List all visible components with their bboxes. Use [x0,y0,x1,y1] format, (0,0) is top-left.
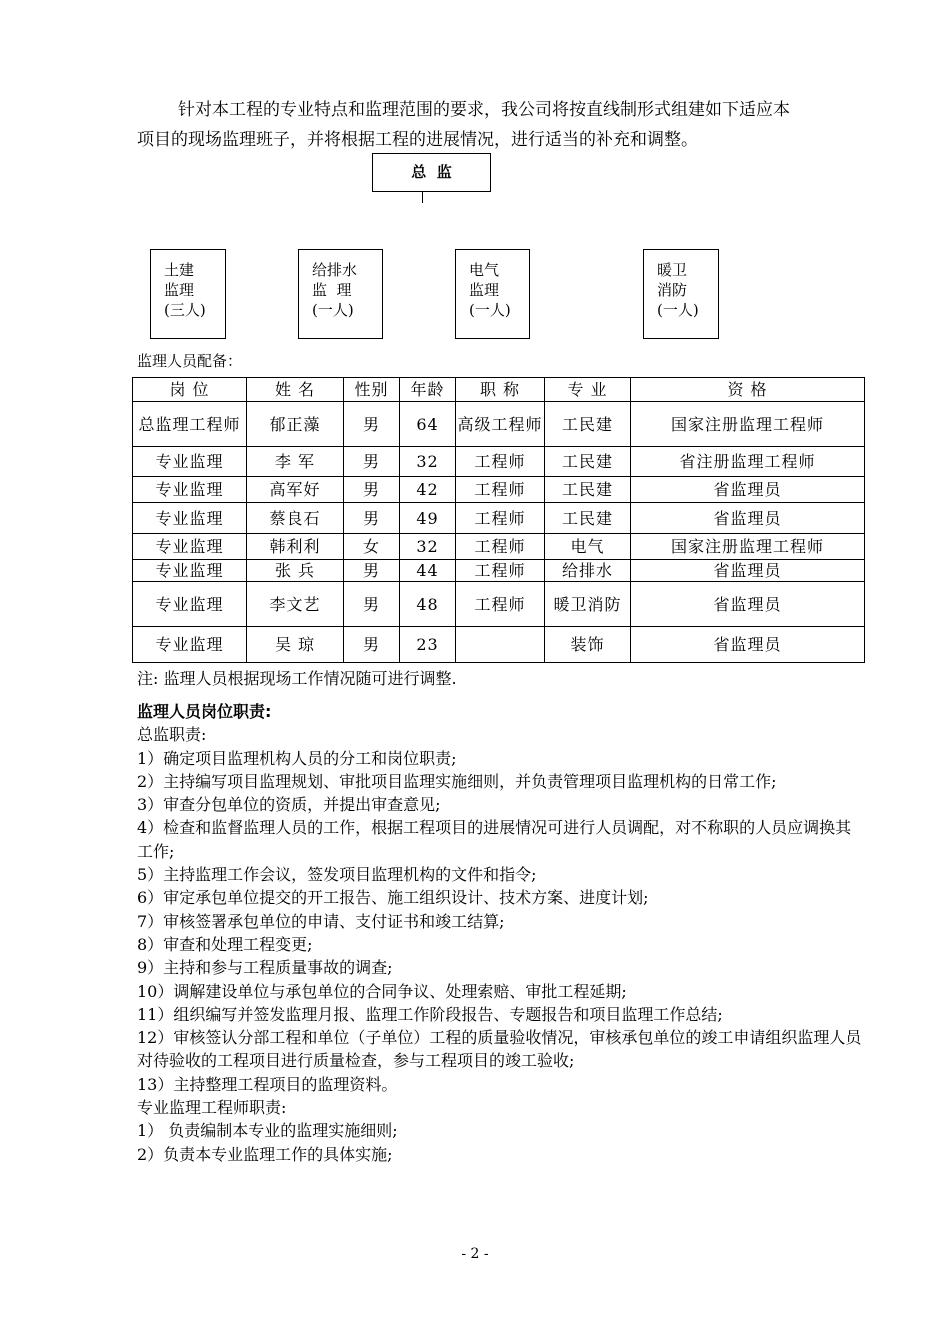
cell-qualification: 省监理员 [631,582,865,627]
list-item: 1）确定项目监理机构人员的分工和岗位职责; [137,748,457,768]
cell-qualification: 省监理员 [631,627,865,663]
staff-note: 注: 监理人员根据现场工作情况随可进行调整. [137,669,457,688]
cell-gender: 男 [344,627,400,663]
table-row [133,477,865,503]
list-item: 9）主持和参与工程质量事故的调查; [137,958,393,978]
cell-qualification: 省监理员 [631,477,865,503]
cell-name: 蔡良石 [247,503,344,534]
cell-post: 专业监理 [133,477,247,503]
list-item: 10）调解建设单位与承包单位的合同争议、处理索赔、审批工程延期; [137,981,627,1001]
cell-specialty: 装饰 [545,627,631,663]
list-item: 13）主持整理工程项目的监理资料。 [137,1074,398,1094]
org-box-line: (一人) [312,301,354,319]
duties-section [137,700,862,1166]
cell-title: 工程师 [456,447,545,477]
header-cell: 职 称 [456,378,545,402]
cell-age: 23 [400,627,456,663]
duties-heading: 监理人员岗位职责: [137,702,272,721]
table-row [133,402,865,447]
page-number: - 2 - [461,1246,489,1262]
intro-paragraph [137,95,862,155]
table-row [133,582,865,627]
org-box-electrical [455,249,530,339]
cell-specialty: 电气 [545,534,631,560]
org-box-line: 暖卫 [657,261,688,279]
cell-title: 工程师 [456,503,545,534]
table-row [133,503,865,534]
chief-duties-title: 总监职责: [137,725,207,745]
list-item: 11）组织编写并签发监理月报、监理工作阶段报告、专题报告和项目监理工作总结; [137,1004,723,1024]
org-box-line: 监 理 [312,281,352,299]
list-item: 1） 负责编制本专业的监理实施细则; [137,1121,398,1141]
org-box-line: 电气 [469,261,500,279]
cell-specialty: 暖卫消防 [545,582,631,627]
cell-post: 专业监理 [133,447,247,477]
table-row [133,560,865,582]
header-cell: 岗 位 [133,378,247,402]
cell-name: 吴 琼 [247,627,344,663]
table-header-row [133,378,865,402]
staff-caption: 监理人员配备： [137,352,243,370]
cell-name: 韩利利 [247,534,344,560]
header-cell: 专 业 [545,378,631,402]
cell-age: 42 [400,477,456,503]
cell-title: 工程师 [456,582,545,627]
specialist-duties-title: 专业监理工程师职责: [137,1098,287,1118]
org-box-plumbing [298,249,383,339]
list-item: 2）负责本专业监理工作的具体实施; [137,1144,393,1164]
org-box-line: (一人) [469,301,511,319]
list-item: 2）主持编写项目监理规划、审批项目监理实施细则，并负责管理项目监理机构的日常工作; [137,771,777,791]
org-box-line: 土建 [164,261,195,279]
cell-title [456,627,545,663]
cell-post: 专业监理 [133,582,247,627]
cell-name: 郁正藻 [247,402,344,447]
org-box-line: (一人) [657,301,699,319]
cell-age: 48 [400,582,456,627]
list-item: 6）审定承包单位提交的开工报告、施工组织设计、技术方案、进度计划; [137,888,649,908]
cell-gender: 男 [344,447,400,477]
cell-age: 32 [400,447,456,477]
intro-line-2: 项目的现场监理班子，并将根据工程的进展情况，进行适当的补充和调整。 [137,130,698,150]
cell-specialty: 工民建 [545,402,631,447]
intro-line-1: 针对本工程的专业特点和监理范围的要求，我公司将按直线制形式组建如下适应本 [178,100,790,120]
cell-title: 工程师 [456,477,545,503]
header-cell: 姓 名 [247,378,344,402]
org-box-hvac-fire [643,249,719,339]
cell-post: 专业监理 [133,560,247,582]
cell-post: 专业监理 [133,534,247,560]
cell-gender: 男 [344,582,400,627]
cell-specialty: 工民建 [545,447,631,477]
org-box-line: 消防 [657,281,688,299]
org-box-civil [150,249,226,339]
cell-gender: 男 [344,402,400,447]
list-item: 4）检查和监督监理人员的工作，根据工程项目的进展情况可进行人员调配，对不称职的人员应调换其工作; [137,818,852,861]
header-cell: 资 格 [631,378,865,402]
list-item: 8）审查和处理工程变更; [137,934,313,954]
cell-qualification: 国家注册监理工程师 [631,534,865,560]
cell-qualification: 省注册监理工程师 [631,447,865,477]
org-box-line: 监理 [469,281,500,299]
cell-qualification: 国家注册监理工程师 [631,402,865,447]
cell-age: 49 [400,503,456,534]
org-box-line: 给排水 [312,261,358,279]
cell-specialty: 给排水 [545,560,631,582]
cell-specialty: 工民建 [545,503,631,534]
cell-post: 专业监理 [133,627,247,663]
list-item: 7）审核签署承包单位的申请、支付证书和竣工结算; [137,911,505,931]
cell-gender: 女 [344,534,400,560]
table-row [133,534,865,560]
cell-post: 专业监理 [133,503,247,534]
list-item: 12）审核签认分部工程和单位（子单位）工程的质量验收情况，审核承包单位的竣工申请组织监理人员对待验收的工程项目进行质量检查，参与工程项目的竣工验收; [137,1028,862,1071]
cell-qualification: 省监理员 [631,560,865,582]
cell-gender: 男 [344,503,400,534]
header-cell: 年龄 [400,378,456,402]
cell-name: 李 军 [247,447,344,477]
cell-gender: 男 [344,560,400,582]
cell-title: 工程师 [456,560,545,582]
org-connector-line [422,191,423,203]
cell-age: 32 [400,534,456,560]
cell-name: 张 兵 [247,560,344,582]
cell-title: 高级工程师 [456,402,545,447]
table-row [133,627,865,663]
list-item: 5）主持监理工作会议，签发项目监理机构的文件和指令; [137,865,537,885]
cell-title: 工程师 [456,534,545,560]
list-item: 3）审查分包单位的资质，并提出审查意见; [137,795,441,815]
staff-table [132,377,865,663]
org-box-line: 监理 [164,281,195,299]
cell-name: 李文艺 [247,582,344,627]
header-cell: 性别 [344,378,400,402]
cell-qualification: 省监理员 [631,503,865,534]
org-box-line: (三人) [164,301,206,319]
cell-specialty: 工民建 [545,477,631,503]
cell-age: 64 [400,402,456,447]
cell-gender: 男 [344,477,400,503]
cell-name: 高军好 [247,477,344,503]
cell-age: 44 [400,560,456,582]
org-chief-box [372,153,491,192]
cell-post: 总监理工程师 [133,402,247,447]
org-chief-label: 总 监 [411,163,452,181]
table-row [133,447,865,477]
